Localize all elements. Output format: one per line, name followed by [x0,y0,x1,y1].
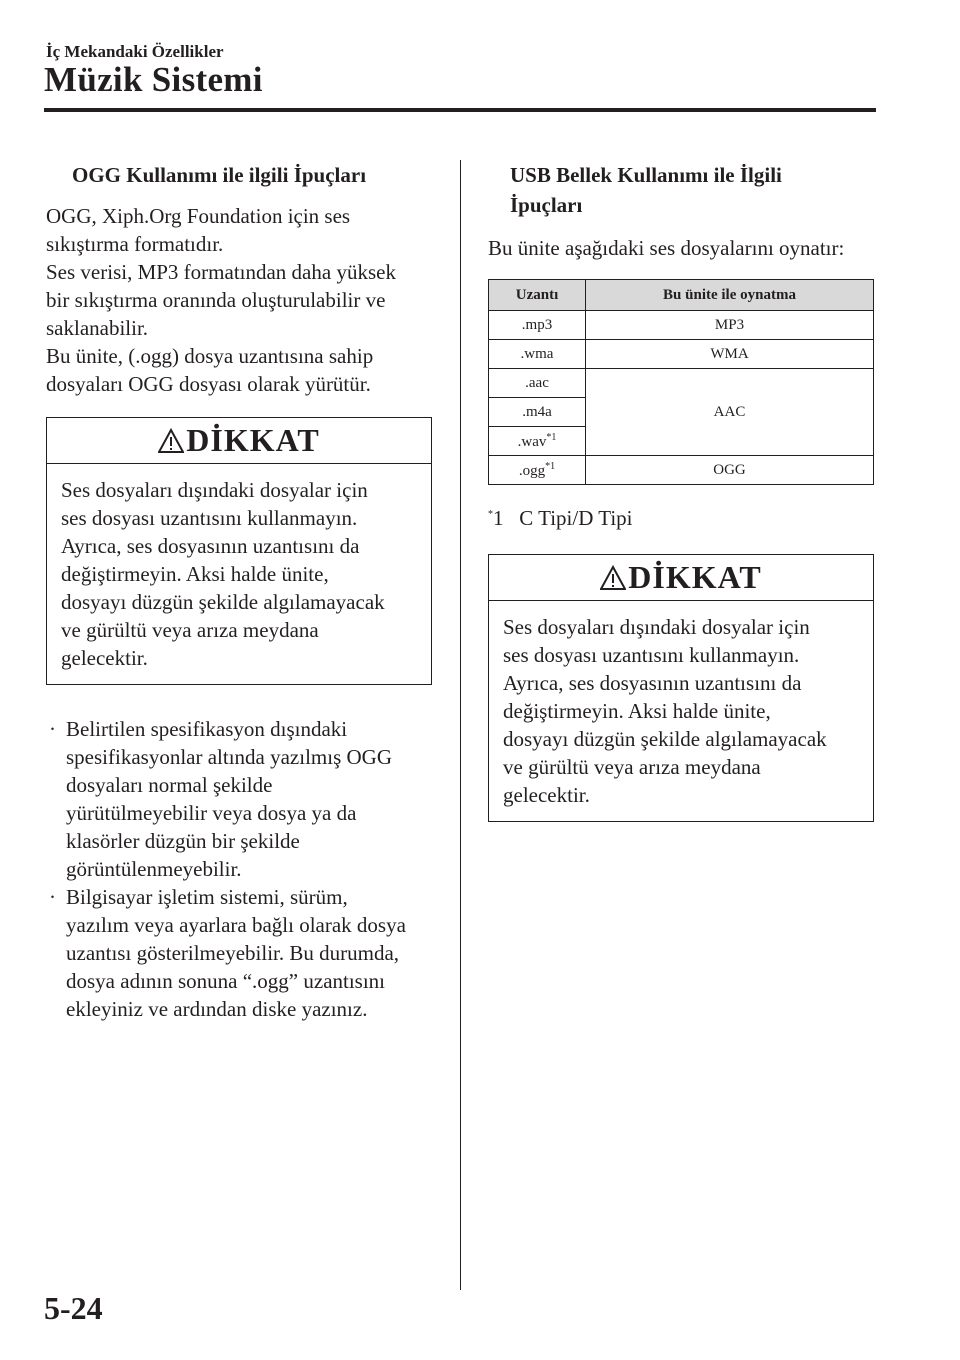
ogg-line: OGG, Xiph.Org Foundation için ses [46,204,351,228]
heading-line: USB Bellek Kullanımı ile İlgili [510,163,782,187]
table-header-row [489,280,874,311]
heading-line: İpuçları [510,193,583,217]
right-column [488,160,878,822]
footnote-ref: *1 [546,431,557,443]
caution-line: değiştirmeyin. Aksi halde ünite, [61,562,329,586]
caution-line: ve gürültü veya arıza meydana [61,618,319,642]
warning-triangle-icon [600,565,626,591]
bullet-line: Belirtilen spesifikasyon dışındaki [66,717,348,741]
format-cell: OGG [586,456,874,485]
caution-line: ses dosyası uzantısını kullanmayın. [61,506,358,530]
caution-line: ses dosyası uzantısını kullanmayın. [503,643,800,667]
extension-cell: .aac [489,369,586,398]
caution-line: Ayrıca, ses dosyasının uzantısını da [61,534,360,558]
section-label: İç Mekandaki Özellikler [46,42,224,61]
caution-line: dosyayı düzgün şekilde algılamayacak [61,590,385,614]
extension-text: .ogg [518,462,546,479]
extension-text: .wav [517,433,547,450]
bullet-line: dosya adının sonuna “.ogg” uzantısını [66,969,386,993]
bullet-line: dosyaları normal şekilde [66,773,273,797]
caution-line: Ayrıca, ses dosyasının uzantısını da [503,671,802,695]
footnote-text: C Tipi/D Tipi [519,506,633,530]
list-item [46,715,436,883]
caution-line: gelecektir. [61,646,148,670]
footnote-ref: *1 [545,460,556,472]
ogg-line: sıkıştırma formatıdır. [46,232,224,256]
file-type-table [488,279,874,485]
bullet-line: klasörler düzgün bir şekilde [66,829,300,853]
caution-line: gelecektir. [503,783,590,807]
caution-header [47,418,431,464]
caution-text [47,464,431,684]
column-header: Bu ünite ile oynatma [586,280,874,311]
bullet-line: ekleyiniz ve ardından diske yazınız. [66,997,368,1021]
table-row [489,456,874,485]
bullet-line: Bilgisayar işletim sistemi, sürüm, [66,885,348,909]
caution-line: Ses dosyaları dışındaki dosyalar için [61,478,368,502]
extension-cell: .m4a [489,398,586,427]
column-divider [460,160,461,1290]
table-row [489,369,874,398]
bullet-line: görüntülenmeyebilir. [66,857,242,881]
ogg-line: Bu ünite, (.ogg) dosya uzantısına sahip [46,344,374,368]
ogg-notes-list [46,715,436,1023]
format-cell: MP3 [586,311,874,340]
bullet-mark: · [49,717,56,741]
caution-line: ve gürültü veya arıza meydana [503,755,761,779]
extension-cell: .wma [489,340,586,369]
ogg-description [46,202,436,398]
bullet-line: yürütülmeyebilir veya dosya ya da [66,801,357,825]
caution-line: dosyayı düzgün şekilde algılamayacak [503,727,827,751]
caution-line: değiştirmeyin. Aksi halde ünite, [503,699,771,723]
footnote-number: 1 [493,506,504,530]
bullet-line: spesifikasyonlar altında yazılmış OGG [66,745,393,769]
caution-line: Ses dosyaları dışındaki dosyalar için [503,615,810,639]
ogg-line: dosyaları OGG dosyası olarak yürütür. [46,372,371,396]
format-cell: AAC [586,369,874,456]
bullet-line: uzantısı gösterilmeyebilir. Bu durumda, [66,941,400,965]
page-title: Müzik Sistemi [44,60,263,99]
caution-header [489,555,873,601]
table-footnote [488,501,878,532]
ogg-tips-heading: OGG Kullanımı ile ilgili İpuçları [72,163,367,187]
page-number: 5-24 [44,1290,103,1326]
extension-cell [489,456,586,485]
ogg-line: bir sıkıştırma oranında oluşturulabilir ve [46,288,386,312]
caution-title: DİKKAT [186,422,320,458]
usb-intro: Bu ünite aşağıdaki ses dosyalarını oynatır: [488,236,845,260]
extension-cell: .mp3 [489,311,586,340]
column-header: Uzantı [489,280,586,311]
header-rule [44,108,876,112]
caution-text [489,601,873,821]
ogg-line: Ses verisi, MP3 formatından daha yüksek [46,260,396,284]
table-row [489,340,874,369]
footnote-mark: * [488,509,493,520]
bullet-mark: · [49,885,56,909]
caution-box [46,417,432,685]
usb-tips-heading [488,160,878,220]
bullet-line: yazılım veya ayarlara bağlı olarak dosya [66,913,406,937]
table-row [489,311,874,340]
warning-triangle-icon [158,428,184,454]
caution-title: DİKKAT [628,559,762,595]
extension-cell [489,427,586,456]
list-item [46,883,436,1023]
format-cell: WMA [586,340,874,369]
caution-box [488,554,874,822]
ogg-line: saklanabilir. [46,316,149,340]
left-column [46,160,436,1023]
